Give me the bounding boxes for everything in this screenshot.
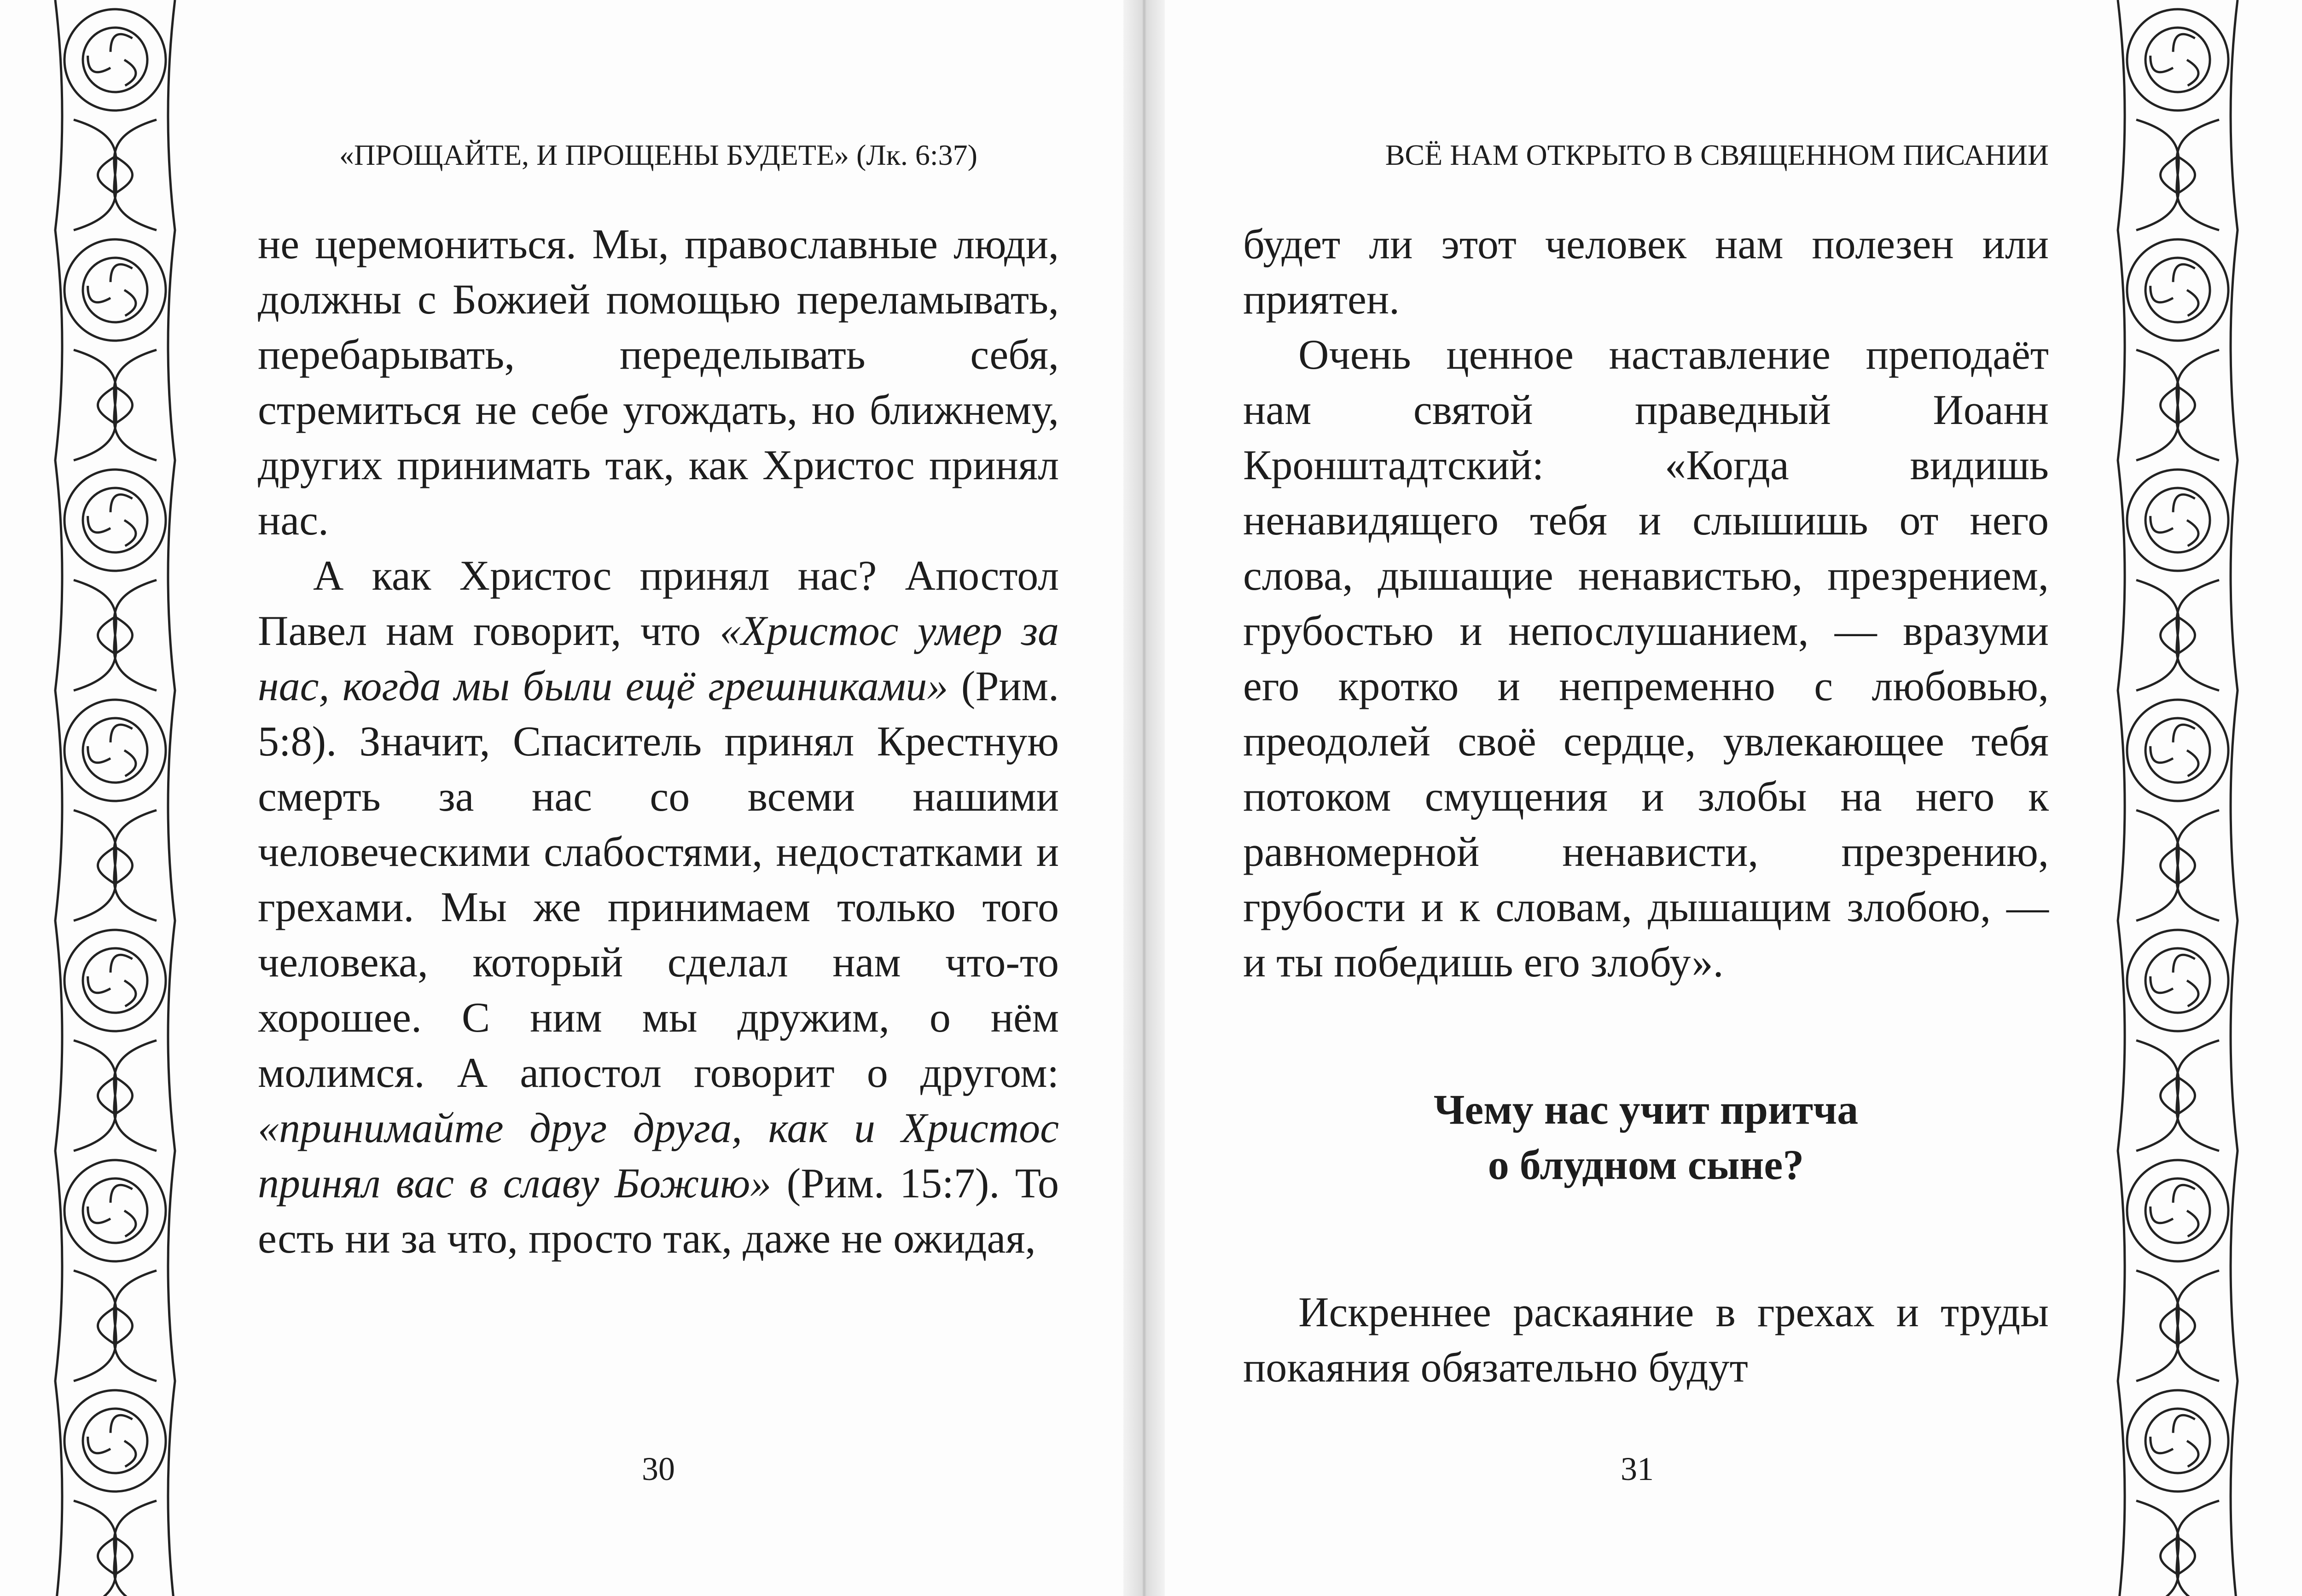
left-paragraph [258,216,1059,548]
ornament-swirl [124,520,136,546]
ornament-swirl [124,981,136,1006]
right-paragraph [1243,1284,2049,1395]
text-run: не церемониться. Мы, православные люди, должны с Божией помощью переламывать, перебарывать, переделывать себя, стремиться не себе угождать, но ближнему, других принимать так, как Христос принял нас. [258,221,1059,544]
ornament-medallion [64,700,166,801]
scripture-quote: «Христос умер за нас, когда мы были ещё грешниками» [258,607,1059,709]
ornament-swirl [2151,56,2173,72]
ornament-swirl [2187,1211,2198,1236]
right-body-text [1243,216,2049,1395]
ornament-swirl [2187,60,2198,86]
ornament-swirl [110,725,133,742]
ornament-link [74,1501,157,1596]
text-run: (Рим. 5:8). Значит, Спаситель принял Крестную смерть за нас со всеми нашими человеческими слабостями, недостатками и грехами. Мы же принимаем только того человека, который сделал нам что-то хорошее. С ним мы дружим, о нём молимся. А апостол говорит о другом: [258,662,1059,1096]
ornament-swirl [2151,746,2173,763]
ornament-medallion [2127,239,2228,341]
right-running-head: ВСЁ НАМ ОТКРЫТО В СВЯЩЕННОМ ПИСАНИИ [1385,139,2049,171]
ornament-medallion [2127,9,2228,110]
ornament-swirl [110,955,133,972]
ornament-vine [2118,0,2125,1596]
right-text-before-heading [1243,216,2049,990]
ornament-link [74,350,157,460]
ornament-swirl [2151,286,2173,302]
ornament-link [2136,580,2219,691]
left-page [258,0,1059,1596]
ornament-swirl [124,750,136,776]
ornament-swirl [88,976,110,993]
ornament-swirl [88,286,110,302]
section-heading-line-2: о блудном сыне? [1488,1141,1804,1188]
left-paragraph [258,548,1059,1266]
ornament-link [74,1271,157,1381]
text-run: Искреннее раскаяние в грехах и труды покаяния обязательно будут [1243,1288,2049,1391]
text-run: Очень ценное наставление преподаёт нам святой праведный Иоанн Кронштадтский: «Когда видишь ненавидящего тебя и слышишь от него слова, дышащие ненавистью, презрением, грубостью и непослушанием, — вразуми его кротко и непременно с любовью, преодолей своё сердце, увлекающее тебя потоком смущения и злобы на него к равномерной ненависти, презрению, грубости и к словам, дышащим злобою, — и ты победишь его злобу». [1243,331,2049,986]
ornament-swirl [2187,1441,2198,1467]
ornament-link [74,1040,157,1151]
ornament-medallion [2127,1390,2228,1492]
right-paragraph [1243,216,2049,327]
left-running-head: «ПРОЩАЙТЕ, И ПРОЩЕНЫ БУДЕТЕ» (Лк. 6:37) [339,139,977,171]
ornament-link [2136,120,2219,230]
ornament-link [2136,810,2219,921]
ornament-link [2136,350,2219,460]
right-page-number: 31 [1621,1451,1654,1487]
ornament-swirl [2173,1185,2195,1202]
ornament-medallion [64,1160,166,1261]
left-page-number: 30 [642,1451,675,1487]
ornament-border-left [46,0,184,1596]
ornament-medallion [64,9,166,110]
section-heading-line-1: Чему нас учит притча [1433,1086,1859,1133]
text-run: А как Христос принял нас? Апостол Павел нам говорит, что [258,552,1059,654]
ornament-swirl [88,516,110,533]
ornament-swirl [110,34,133,52]
ornament-link [2136,1040,2219,1151]
right-text-after-heading [1243,1284,2049,1395]
text-run: (Рим. 15:7). То есть ни за что, просто так, даже не ожидая, [258,1160,1059,1262]
book-gutter [1123,0,1165,1596]
ornament-swirl [2173,264,2195,282]
ornament-swirl [124,1211,136,1236]
ornament-swirl [2151,1437,2173,1453]
ornament-swirl [2151,976,2173,993]
ornament-medallion [2127,700,2228,801]
ornament-link [74,810,157,921]
ornament-swirl [124,290,136,316]
ornament-border-right [2109,0,2247,1596]
text-run: будет ли этот человек нам полезен или приятен. [1243,221,2049,323]
ornament-swirl [2173,955,2195,972]
section-heading [1243,1082,2049,1192]
ornament-vine [168,0,175,1596]
ornament-medallion [2127,930,2228,1031]
ornament-swirl [110,494,133,512]
ornament-swirl [88,746,110,763]
ornament-swirl [2173,725,2195,742]
ornament-swirl [124,1441,136,1467]
ornament-swirl [2187,750,2198,776]
ornament-medallion [2127,1160,2228,1261]
ornament-swirl [88,1437,110,1453]
ornament-swirl [2173,34,2195,52]
ornament-swirl [110,264,133,282]
ornament-swirl [88,56,110,72]
ornament-swirl [88,1207,110,1223]
ornament-swirl [2151,516,2173,533]
ornament-swirl [2187,981,2198,1006]
ornament-link [2136,1501,2219,1596]
ornament-swirl [2173,1415,2195,1433]
ornament-swirl [2151,1207,2173,1223]
ornament-medallion [64,930,166,1031]
ornament-swirl [110,1185,133,1202]
left-body-text [258,216,1059,1266]
ornament-vine [55,0,62,1596]
ornament-swirl [2173,494,2195,512]
right-page [1243,0,2049,1596]
ornament-medallion [64,470,166,571]
ornament-medallion [2127,470,2228,571]
ornament-swirl [110,1415,133,1433]
ornament-link [2136,1271,2219,1381]
ornament-link [74,580,157,691]
ornament-link [74,120,157,230]
ornament-swirl [124,60,136,86]
ornament-vine [2231,0,2238,1596]
ornament-medallion [64,239,166,341]
ornament-medallion [64,1390,166,1492]
right-paragraph [1243,327,2049,990]
ornament-swirl [2187,520,2198,546]
scripture-quote: «принимайте друг друга, как и Христос принял вас в славу Божию» [258,1104,1059,1207]
ornament-swirl [2187,290,2198,316]
